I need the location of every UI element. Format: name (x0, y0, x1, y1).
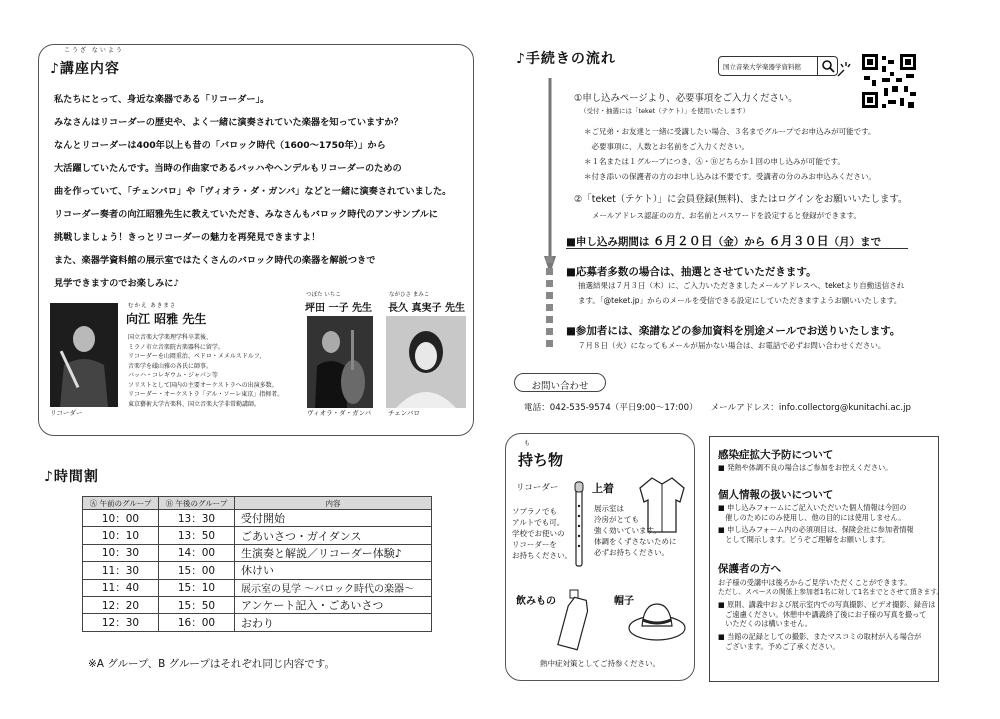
activity: ごあいさつ・ガイダンス (235, 527, 432, 544)
time-a: 10：10 (83, 527, 159, 544)
text-line: お持ちください。 (512, 551, 572, 560)
flow-dash (546, 268, 553, 275)
teacher3-caption: チェンバロ (388, 409, 420, 417)
flow-dash (546, 256, 553, 263)
step1-notes (584, 124, 876, 184)
teacher3-ruby: ながひさ まみこ (389, 292, 430, 298)
time-a: 11：30 (83, 562, 159, 579)
cursor-icon (836, 60, 856, 84)
contact-label (514, 373, 606, 392)
search-icon (817, 56, 837, 76)
period-start-day: （金）から (712, 236, 766, 248)
info-line: として開示します。どうぞご理解をお願いします。 (718, 535, 890, 545)
schedule-table (82, 496, 432, 632)
infection-title: 感染症拡大予防について (718, 449, 834, 461)
activity: アンケート記入・ごあいさつ (235, 596, 432, 613)
teacher1-photo (50, 303, 118, 407)
lecture-title: ♪講座内容 (50, 61, 120, 77)
text-line: 強く効いています。 (594, 526, 661, 535)
guardian-title: 保護者の方へ (718, 563, 781, 575)
jacket-text (594, 503, 677, 558)
teacher3-name: 長久 真実子 先生 (388, 303, 465, 314)
jacket-label: 上着 (592, 482, 614, 495)
flow-dash (546, 292, 553, 299)
teacher3-portrait-image (386, 316, 466, 408)
table-row (83, 614, 432, 631)
header-group-a: Ⓐ 午前のグループ (83, 497, 159, 510)
step1-sub: （受付・抽選には「teket（テケト）」を使用いたします） (580, 107, 750, 115)
time-b: 13：30 (159, 510, 235, 527)
privacy-notes (718, 503, 914, 545)
contact-info[interactable]: 電話：042-535-9574（平日9:00〜17:00） メールアドレス：info.collectorg@kunitachi.ac.jp (524, 403, 911, 413)
bio-line: リコーダーを山岡重治、ペドロ・メメルスドルフ、 (128, 353, 266, 360)
paragraph-line: 曲を作っていて、「チェンバロ」や「ヴィオラ・ダ・ガンバ」などと一緒に演奏されていました。 (54, 186, 452, 197)
flow-dash (546, 340, 553, 347)
bio-line: リコーダー・オーケストラ「デル・ソーレ東京」指揮者。 (128, 391, 284, 398)
belongings-ruby: も (524, 440, 531, 447)
flow-arrow (543, 78, 557, 282)
text-line: リコーダーを (512, 540, 557, 549)
schedule-note: ※A グループ、B グループはそれぞれ同じ内容です。 (88, 658, 335, 670)
teacher1-bio (128, 333, 283, 409)
paragraph-line: 挑戦しましょう！きっとリコーダーの魅力を再発見できますよ！ (54, 232, 321, 243)
info-line: ご遠慮ください。休憩中や講義終了後にお子様の写真を撮って (718, 609, 927, 619)
time-a: 10：00 (83, 510, 159, 527)
header-content: 内容 (235, 497, 432, 510)
bio-line: 国立音楽大学楽理学科卒業後、 (128, 334, 213, 341)
period-start: ６月２０日 (652, 234, 713, 248)
bottle-icon (556, 588, 592, 656)
note-line: 必要事項に、人数とお名前をご入力ください。 (584, 142, 749, 151)
period-end: ６月３０日 (768, 234, 829, 248)
teacher1-portrait-image (50, 303, 118, 407)
info-line: 催しのためにのみ使用し、他の目的には使用しません。 (718, 512, 906, 522)
text-line: アルトでも可。 (512, 518, 565, 527)
bio-line: 東京藝術大学古楽科、国立音楽大学非常勤講師。 (128, 400, 261, 408)
text-line: 冷房がとても (594, 515, 639, 524)
bio-line: ソリストとして国内の主要オーケストラへの出演多数。 (128, 381, 278, 389)
info-line: いただくのは構いません。 (718, 619, 812, 629)
activity: おわり (235, 614, 432, 631)
guardian-notes (718, 578, 943, 651)
teacher2-name: 坪田 一子 先生 (305, 303, 372, 314)
bio-line: ミラノ市立音楽院古楽器科に留学。 (128, 343, 224, 351)
drink-label: 飲みもの (516, 596, 556, 607)
text-line: ソプラノでも (512, 507, 557, 516)
time-a: 12：20 (83, 596, 159, 613)
flow-dash (546, 316, 553, 323)
privacy-title: 個人情報の扱いについて (718, 489, 834, 501)
lottery-notice: ■応募者多数の場合は、抽選とさせていただきます。 (566, 266, 817, 278)
activity: 生演奏と解説／リコーダー体験♪ (235, 544, 432, 561)
period-label: ■申し込み期間は (566, 236, 650, 248)
text-line: 必ずお持ちください。 (594, 548, 669, 557)
paragraph-line: みなさんはリコーダーの歴史や、よく一緒に演奏されていた楽器を知っていますか？ (54, 117, 403, 128)
teacher2-ruby: つぼた いちこ (306, 292, 341, 298)
info-line: ございます。予めご了承ください。 (718, 641, 840, 651)
bio-line: 音楽学を礒山雅の各氏に師事。 (128, 362, 213, 370)
qr-code-icon[interactable] (860, 52, 918, 110)
table-row (83, 510, 432, 527)
time-b: 13：50 (159, 527, 235, 544)
paragraph-line: 大活躍していたんです。当時の作曲家であるバッハやヘンデルもリコーダーのための (54, 163, 402, 174)
time-b: 15：00 (159, 562, 235, 579)
flow-dash (546, 304, 553, 311)
belongings-footer: 熱中症対策としてご持参ください。 (540, 659, 660, 668)
teacher1-ruby: むかえ あきまさ (128, 303, 177, 309)
time-b: 14：00 (159, 544, 235, 561)
paragraph-line: なんとリコーダーは400年以上も昔の「バロック時代（1600〜1750年）」から (54, 140, 386, 151)
teacher1-name: 向江 昭雅 先生 (126, 312, 207, 326)
time-a: 10：30 (83, 544, 159, 561)
bio-line: バッハ・コレギウム・ジャパン等 (128, 372, 218, 379)
info-line: お子様の受講中は後ろからご見学いただくことができます。 (718, 578, 912, 587)
materials-note: ７月８日（火）になってもメールが届かない場合は、お電話で必ずお問い合わせください。 (578, 341, 886, 350)
lottery-note-2: ます。「@teket.jp」からのメールを受信できる設定にしていただきますようお願いいたします。 (578, 296, 902, 305)
time-b: 15：50 (159, 596, 235, 613)
table-row (83, 579, 432, 596)
info-line: ■ 申し込みフォーム内の必須項目は、保険会社に参加者情報 (718, 525, 914, 535)
activity: 展示室の見学 ～バロック時代の楽器～ (235, 579, 432, 596)
note-line: ＊１名または１グループにつき、Ⓐ・Ⓑどちらか１回の申し込みが可能です。 (584, 157, 845, 166)
schedule-title: ♪時間割 (44, 469, 99, 485)
search-box-text: 国立音楽大学楽器学資料館 (723, 63, 801, 71)
text-line: 展示室は (594, 504, 624, 513)
info-line: ■ 当館の記録としての撮影、またマスコミの取材が入る場合が (718, 632, 922, 642)
paragraph-line: リコーダー奏者の向江昭雅先生に教えていただき、みなさんもバロック時代のアンサンブルに (54, 209, 438, 220)
time-a: 12：30 (83, 614, 159, 631)
teacher2-photo (307, 316, 373, 408)
paragraph-line: 私たちにとって、身近な楽器である「リコーダー」。 (54, 94, 270, 105)
infection-note: ■ 発熱や体調不良の場合はご参加をお控えください。 (718, 463, 893, 472)
paragraph-line: 見学できますのでお楽しみに♪ (54, 278, 180, 289)
text-line: 体調をくずさないために (594, 537, 677, 546)
step2: ②「teket（テケト）」に会員登録(無料)、またはログインをお願いいたします。 (574, 194, 908, 205)
teacher3-photo (386, 316, 466, 408)
activity: 受付開始 (235, 510, 432, 527)
note-line: ＊付き添いの保護者の方のお申し込みは不要です。受講者の分のみお申込みください。 (584, 172, 876, 181)
table-row (83, 596, 432, 613)
table-header-row (83, 497, 432, 510)
period-underline (566, 248, 908, 249)
info-line: ■ 原則、講義中および展示室内での写真撮影、ビデオ撮影、録音は (718, 599, 936, 609)
lecture-title-ruby: こうざ ないよう (64, 47, 124, 54)
teacher2-caption: ヴィオラ・ダ・ガンバ (307, 409, 372, 417)
text-line: 学校でお使いの (512, 529, 565, 538)
header-group-b: Ⓑ 午後のグループ (159, 497, 235, 510)
info-line: ただし、スペースの関係上参加者1名に対して1名までとさせて頂きます。 (718, 587, 944, 596)
contact-label-text: お問い合わせ (531, 381, 589, 392)
hat-icon (626, 598, 688, 648)
info-line: ■ 申し込みフォームにご記入いただいた個人情報は今回の (718, 503, 907, 512)
application-period (566, 232, 881, 249)
lottery-note-1: 抽選結果は７月３日（木）に、ご入力いただきましたメールアドレスへ、teketより自動送信され (578, 281, 905, 290)
time-a: 11：40 (83, 579, 159, 596)
recorder-text (512, 506, 572, 561)
belongings-title: 持ち物 (518, 451, 564, 469)
table-row (83, 544, 432, 561)
search-box[interactable] (718, 56, 838, 76)
recorder-label: リコーダー (516, 483, 559, 493)
materials-notice: ■参加者には、楽譜などの参加資料を別途メールでお送りいたします。 (566, 325, 901, 337)
flow-dash (546, 328, 553, 335)
activity: 休けい (235, 562, 432, 579)
table-row (83, 527, 432, 544)
table-row (83, 562, 432, 579)
time-b: 15：10 (159, 579, 235, 596)
hat-label: 帽子 (614, 596, 634, 607)
step2-note: メールアドレス認証のの方、お名前とパスワードを設定すると登録ができます。 (592, 211, 862, 220)
paragraph-line: また、楽器学資料館の展示室ではたくさんのバロック時代の楽器を解説つきで (54, 255, 376, 266)
note-line: ＊ご兄弟・お友達と一緒に受講したい場合、３名までグループでお申込みが可能です。 (584, 127, 876, 136)
teacher1-caption: リコーダー (50, 409, 83, 417)
step1: ①申し込みページより、必要事項をご入力ください。 (574, 93, 798, 104)
flow-dash (546, 280, 553, 287)
time-b: 16：00 (159, 614, 235, 631)
period-end-day: （月）まで (828, 236, 882, 248)
recorder-icon (572, 480, 586, 574)
teacher2-portrait-image (307, 316, 373, 408)
procedure-title: ♪手続きの流れ (516, 51, 616, 67)
qr-code-image (860, 52, 918, 110)
